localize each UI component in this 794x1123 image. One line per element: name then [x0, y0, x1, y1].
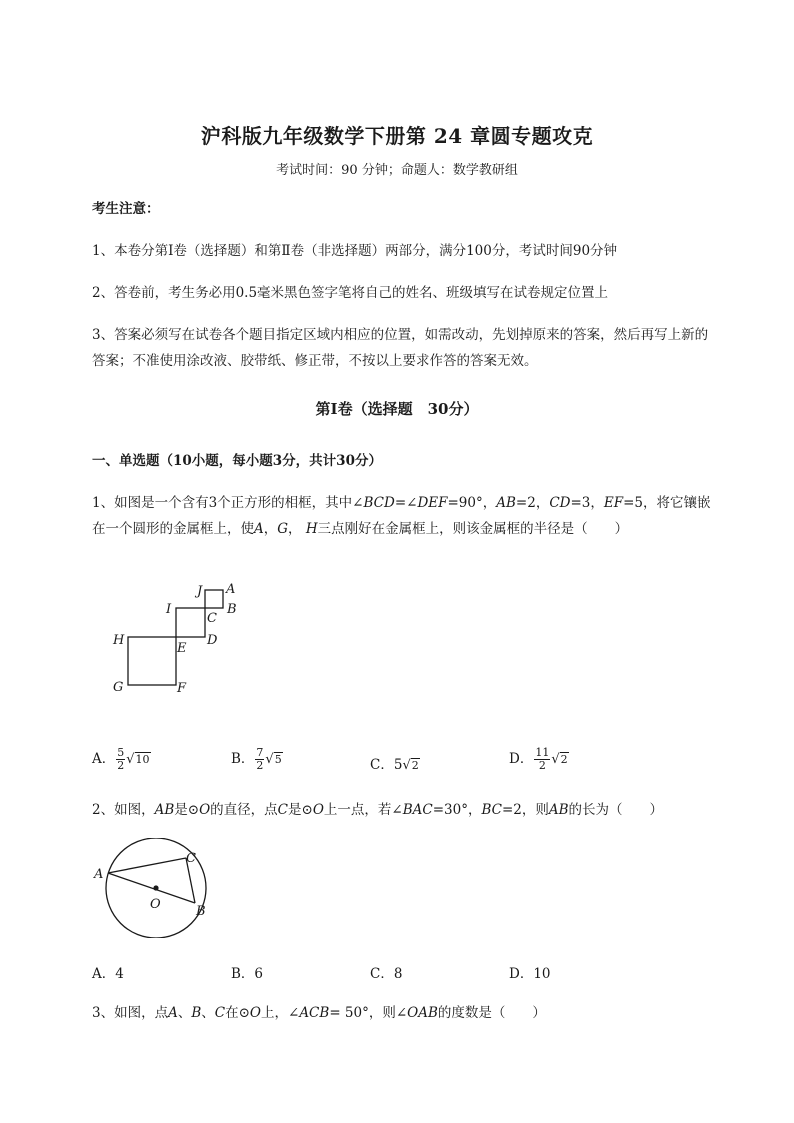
notes-heading: 考生注意：	[92, 201, 160, 217]
note-item-2: 2、答卷前，考生务必用0.5毫米黑色签字笔将自己的姓名、班级填写在试卷规定位置上	[92, 285, 609, 301]
label-d: D	[207, 633, 218, 648]
q2-option-c[interactable]: C．8	[370, 966, 403, 982]
label-c: C	[186, 851, 196, 866]
label-h: H	[113, 633, 125, 648]
exam-info: 考试时间：90 分钟；命题人：数学教研组	[276, 163, 518, 178]
label-j: J	[197, 584, 203, 599]
chord-ac	[108, 858, 186, 873]
question-3-text: 3、如图，点A、B、C在⊙O上，∠ACB= 50°，则∠OAB的度数是（ ）	[92, 1005, 546, 1021]
q1-option-b[interactable]: B． $\frac{7}{2}$ √5	[231, 746, 282, 772]
circle-figure	[88, 838, 218, 938]
label-e: E	[177, 641, 187, 656]
label-b: B	[227, 602, 237, 617]
question-2-text: 2、如图，AB是⊙O的直径，点C是⊙O上一点，若∠BAC=30°，BC=2，则AB的长为（ ）	[92, 802, 664, 818]
note-item-3: 3、答案必须写在试卷各个题目指定区域内相应的位置，如需改动，先划掉原来的答案，然后再写上新的答案；不准使用涂改液、胶带纸、修正带，不按以上要求作答的答案无效。	[92, 327, 709, 369]
part-heading: 一、单选题（10小题，每小题3分，共计30分）	[92, 453, 382, 469]
label-a: A	[94, 867, 104, 882]
large-square	[128, 637, 176, 685]
label-f: F	[177, 681, 187, 696]
label-c: C	[207, 611, 217, 626]
label-o: O	[150, 897, 161, 912]
question-1-text: 1、如图是一个含有3个正方形的相框，其中∠BCD=∠DEF=90°，AB=2，CD=3，EF=5，将它镶嵌 在一个圆形的金属框上，使A，G， H三点刚好在金属框上，则该金属框的半径是（ ）	[92, 495, 711, 537]
page-title: 沪科版九年级数学下册第 24 章圆专题攻克	[200, 124, 594, 148]
q1-option-a[interactable]: A． $\frac{5}{2}$ √10	[92, 746, 150, 772]
small-square	[205, 590, 223, 608]
medium-square	[176, 608, 205, 637]
note-item-1: 1、本卷分第Ⅰ卷（选择题）和第Ⅱ卷（非选择题）两部分，满分100分，考试时间90分钟	[92, 243, 618, 259]
squares-figure	[100, 575, 260, 700]
q2-option-b[interactable]: B．6	[231, 966, 264, 982]
label-a: A	[226, 582, 236, 597]
q1-option-c[interactable]: C．5√2	[370, 757, 419, 773]
label-g: G	[113, 680, 124, 695]
section-title: 第Ⅰ卷（选择题 30分）	[315, 400, 479, 418]
center-point	[153, 885, 158, 890]
label-b: B	[196, 904, 206, 919]
q2-option-d[interactable]: D．10	[509, 966, 551, 982]
label-i: I	[166, 602, 172, 617]
q2-option-a[interactable]: A．4	[92, 966, 124, 982]
q1-option-d[interactable]: D． $\frac{11}{2}$ √2	[509, 746, 568, 772]
